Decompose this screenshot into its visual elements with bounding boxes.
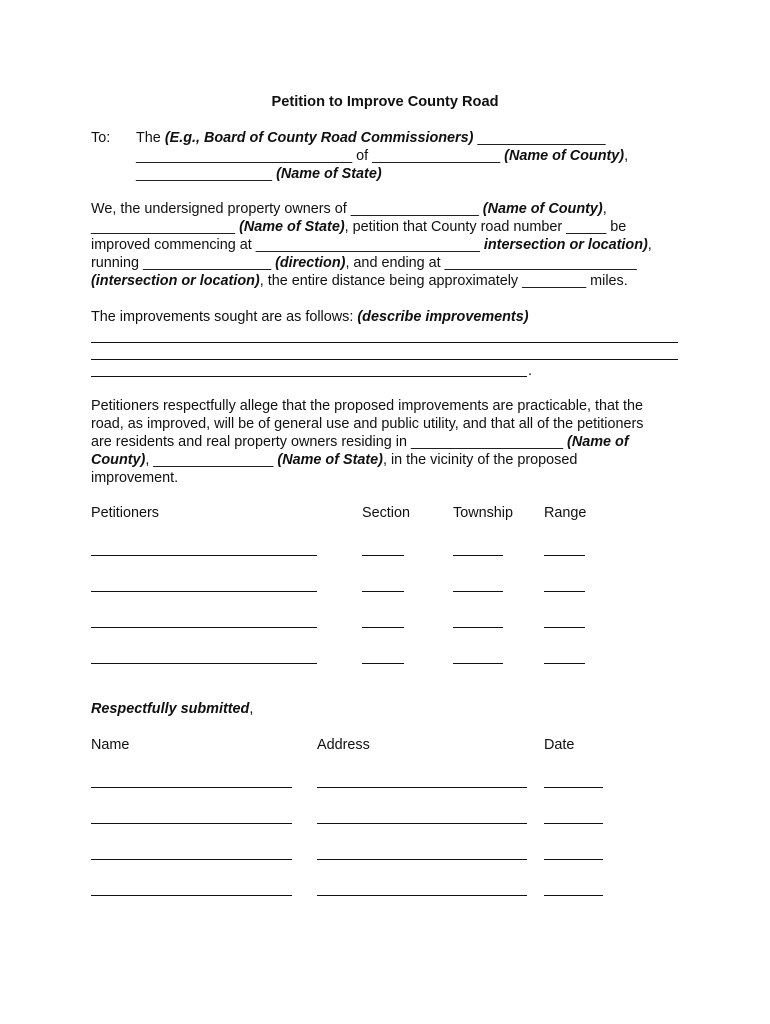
- to-line-2: [136, 147, 628, 165]
- township-line[interactable]: [453, 591, 503, 592]
- range-line[interactable]: [544, 627, 585, 628]
- signer-name-line[interactable]: [91, 787, 292, 788]
- location-placeholder: intersection or location): [483, 237, 648, 253]
- blank-field[interactable]: ________________: [143, 255, 272, 271]
- state-placeholder: (Name of State): [277, 452, 383, 468]
- blank-field[interactable]: ________________: [477, 130, 606, 146]
- comma-text: ,: [647, 237, 652, 253]
- signer-name-line[interactable]: [91, 895, 292, 896]
- signer-date-line[interactable]: [544, 823, 603, 824]
- respectfully-submitted: [91, 700, 253, 718]
- name-of-placeholder: (Name of: [567, 434, 629, 450]
- township-line[interactable]: [453, 627, 503, 628]
- para2-line-1: Petitioners respectfully allege that the proposed improvements are practicable, that the: [91, 398, 643, 414]
- blank-field[interactable]: ____________________________: [255, 237, 480, 253]
- text: be: [610, 219, 627, 235]
- township-line[interactable]: [453, 663, 503, 664]
- blank-field[interactable]: ________________________: [444, 255, 637, 271]
- text: , the entire distance being approximately: [259, 273, 519, 289]
- address-header: Address: [317, 737, 370, 753]
- text: , in the vicinity of the proposed: [382, 452, 578, 468]
- para1-line-5: [91, 272, 628, 290]
- signer-date-line[interactable]: [544, 895, 603, 896]
- to-line-1: [136, 129, 606, 147]
- signer-name-line[interactable]: [91, 823, 292, 824]
- text: are residents and real property owners residing in: [91, 434, 407, 450]
- text: running: [91, 255, 140, 271]
- county-placeholder: (Name of County): [504, 148, 625, 164]
- direction-placeholder: (direction): [275, 255, 346, 271]
- petitioner-name-line[interactable]: [91, 591, 317, 592]
- comma-text: ,: [602, 201, 607, 217]
- improvements-line-1[interactable]: [91, 342, 678, 343]
- para2-line-2: road, as improved, will be of general use and public utility, and that all of the petitioners: [91, 416, 644, 432]
- page-title: Petition to Improve County Road: [271, 94, 499, 110]
- para2-line-5: improvement.: [91, 470, 179, 486]
- text: improved commencing at: [91, 237, 252, 253]
- township-header: Township: [453, 505, 513, 521]
- county-placeholder: County): [91, 452, 146, 468]
- date-header: Date: [544, 737, 575, 753]
- state-placeholder: (Name of State): [276, 166, 382, 182]
- section-header: Section: [362, 505, 410, 521]
- section-line[interactable]: [362, 627, 404, 628]
- section-line[interactable]: [362, 591, 404, 592]
- para1-line-4: [91, 254, 637, 272]
- location-placeholder: (intersection or location): [91, 273, 260, 289]
- section-line[interactable]: [362, 555, 404, 556]
- signer-date-line[interactable]: [544, 859, 603, 860]
- of-text: of: [356, 148, 369, 164]
- the-text: The: [136, 130, 161, 146]
- blank-field[interactable]: ________________: [372, 148, 501, 164]
- text: miles.: [590, 273, 628, 289]
- text: The improvements sought are as follows:: [91, 309, 354, 325]
- para1-line-2: [91, 218, 626, 236]
- text: , petition that County road number: [344, 219, 563, 235]
- text: , and ending at: [345, 255, 441, 271]
- text: Respectfully submitted: [91, 701, 250, 717]
- blank-field[interactable]: __________________: [91, 219, 236, 235]
- range-header: Range: [544, 505, 587, 521]
- petitioner-name-line[interactable]: [91, 555, 317, 556]
- para2-line-3: [91, 433, 629, 451]
- improvements-label: [91, 308, 529, 326]
- comma-text: ,: [145, 452, 150, 468]
- petitioner-name-line[interactable]: [91, 627, 317, 628]
- blank-field[interactable]: ________________: [350, 201, 479, 217]
- blank-field[interactable]: ___________________: [410, 434, 564, 450]
- petitioner-name-line[interactable]: [91, 663, 317, 664]
- blank-field[interactable]: _____: [566, 219, 607, 235]
- signer-date-line[interactable]: [544, 787, 603, 788]
- period-text: .: [528, 363, 532, 379]
- comma-text: ,: [249, 701, 254, 717]
- improvements-line-3[interactable]: [91, 376, 527, 377]
- blank-field[interactable]: ___________________________: [136, 148, 353, 164]
- petitioners-header: Petitioners: [91, 505, 159, 521]
- blank-field[interactable]: ________: [522, 273, 587, 289]
- improvements-line-2[interactable]: [91, 359, 678, 360]
- range-line[interactable]: [544, 591, 585, 592]
- to-line-3: [136, 165, 382, 183]
- signer-name-line[interactable]: [91, 859, 292, 860]
- blank-field[interactable]: _________________: [136, 166, 273, 182]
- blank-field[interactable]: _______________: [153, 452, 274, 468]
- board-placeholder: (E.g., Board of County Road Commissioners): [164, 130, 474, 146]
- signer-address-line[interactable]: [317, 859, 527, 860]
- para1-line-1: [91, 200, 607, 218]
- range-line[interactable]: [544, 663, 585, 664]
- signer-address-line[interactable]: [317, 787, 527, 788]
- para1-line-3: [91, 236, 652, 254]
- state-placeholder: (Name of State): [239, 219, 345, 235]
- describe-placeholder: (describe improvements): [357, 309, 529, 325]
- range-line[interactable]: [544, 555, 585, 556]
- county-placeholder: (Name of County): [482, 201, 603, 217]
- text: We, the undersigned property owners of: [91, 201, 347, 217]
- signer-address-line[interactable]: [317, 823, 527, 824]
- name-header: Name: [91, 737, 130, 753]
- comma-text: ,: [624, 148, 629, 164]
- section-line[interactable]: [362, 663, 404, 664]
- township-line[interactable]: [453, 555, 503, 556]
- to-label: To:: [91, 130, 111, 146]
- signer-address-line[interactable]: [317, 895, 527, 896]
- para2-line-4: [91, 451, 577, 469]
